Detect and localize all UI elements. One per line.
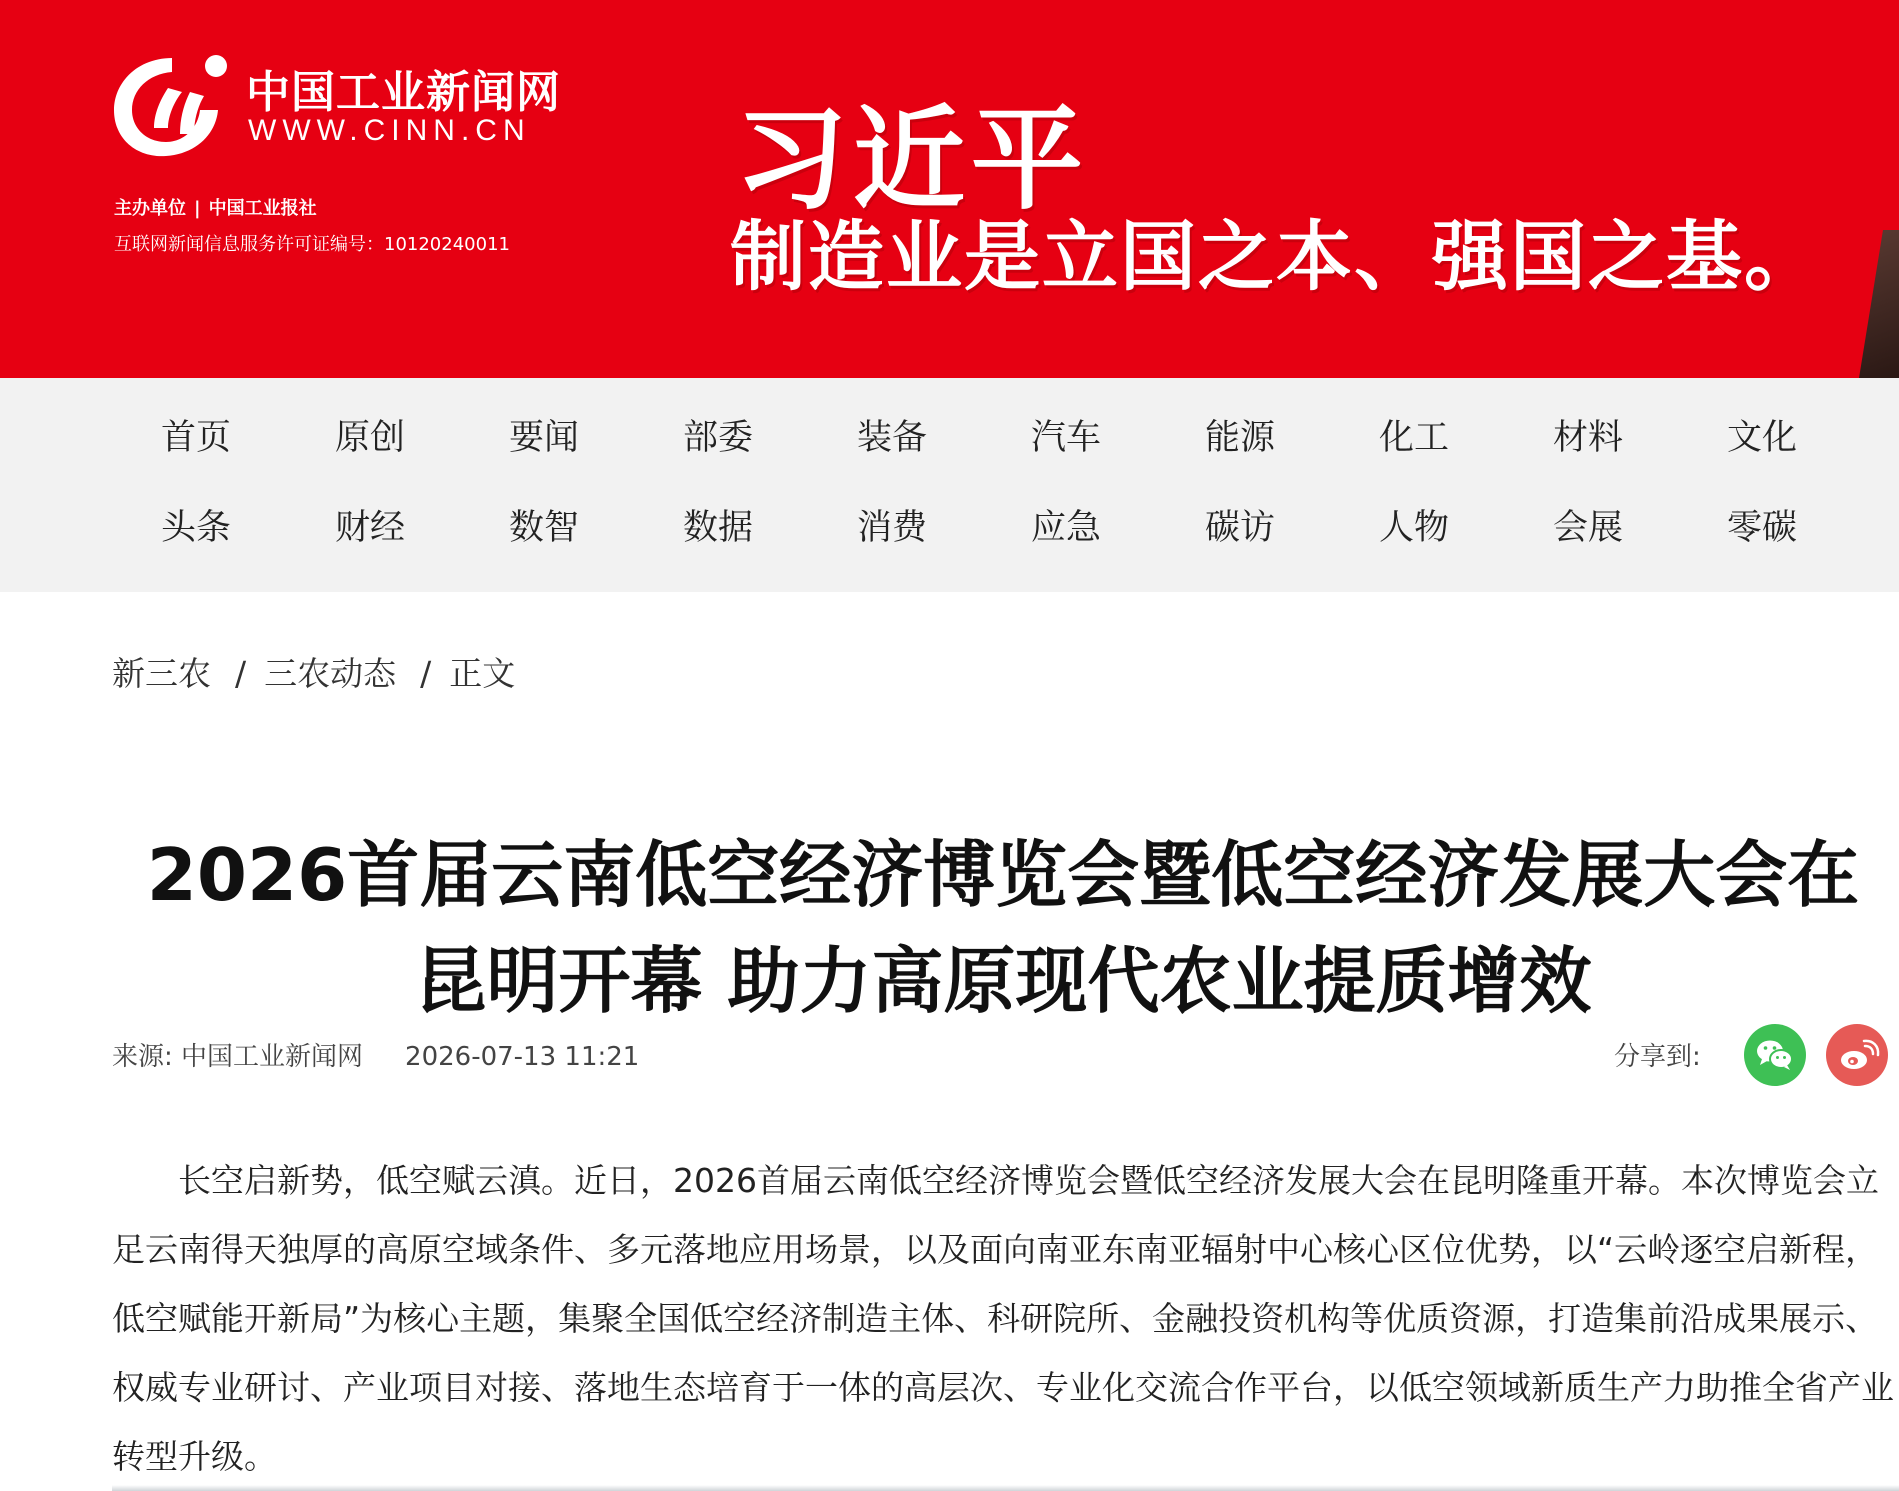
cinn-logo-icon[interactable]	[110, 48, 230, 163]
nav-row-primary	[0, 408, 1899, 468]
nav-row-secondary	[0, 498, 1899, 558]
nav-item-people[interactable]: 人物	[1378, 508, 1449, 548]
breadcrumb	[112, 648, 515, 695]
article-title: 2026首届云南低空经济博览会暨低空经济发展大会在昆明开幕 助力高原现代农业提质增效	[146, 833, 1860, 1024]
nav-item-energy[interactable]: 能源	[1204, 418, 1275, 458]
nav-item-zero-carbon[interactable]: 零碳	[1726, 508, 1797, 548]
breadcrumb-agriculture-news[interactable]: 三农动态	[264, 654, 397, 693]
nav-item-original[interactable]: 原创	[334, 418, 405, 458]
share-label: 分享到:	[1614, 1042, 1701, 1072]
host-label: 主办单位	[114, 198, 186, 219]
host-name: 中国工业报社	[208, 198, 317, 219]
host-info	[114, 194, 317, 220]
nav-item-auto[interactable]: 汽车	[1030, 418, 1101, 458]
nav-item-top-news[interactable]: 头条	[160, 508, 231, 548]
nav-item-home[interactable]: 首页	[160, 418, 231, 458]
nav-item-finance[interactable]: 财经	[334, 508, 405, 548]
article-body	[112, 1146, 1894, 1491]
nav-item-consumer[interactable]: 消费	[856, 508, 927, 548]
nav-item-data[interactable]: 数据	[682, 508, 753, 548]
nav-item-digital[interactable]: 数智	[508, 508, 579, 548]
article-datetime: 2026-07-13 11:21	[405, 1042, 640, 1072]
nav-item-emergency[interactable]: 应急	[1030, 508, 1101, 548]
nav-item-chemical[interactable]: 化工	[1378, 418, 1449, 458]
article-meta	[112, 1036, 639, 1073]
site-url[interactable]: WWW.CINN.CN	[248, 114, 531, 147]
nav-item-headlines[interactable]: 要闻	[508, 418, 579, 458]
nav-item-exhibitions[interactable]: 会展	[1552, 508, 1623, 548]
host-separator: |	[194, 198, 201, 219]
nav-item-equipment[interactable]: 装备	[856, 418, 927, 458]
nav-item-materials[interactable]: 材料	[1552, 418, 1623, 458]
banner-portrait-edge	[1859, 230, 1899, 378]
article-source: 来源: 中国工业新闻网	[112, 1042, 364, 1072]
slogan-name: 习近平	[735, 95, 1089, 225]
site-header-banner	[0, 0, 1899, 378]
breadcrumb-separator: /	[235, 654, 247, 693]
license-number: 互联网新闻信息服务许可证编号：10120240011	[114, 234, 510, 255]
main-navigation	[0, 378, 1899, 592]
nav-item-culture[interactable]: 文化	[1726, 418, 1797, 458]
wechat-icon[interactable]	[1744, 1024, 1806, 1086]
weibo-icon[interactable]	[1826, 1024, 1888, 1086]
slogan-quote: 制造业是立国之本、强国之基。	[730, 212, 1822, 301]
breadcrumb-new-agriculture[interactable]: 新三农	[112, 654, 211, 693]
nav-item-ministries[interactable]: 部委	[682, 418, 753, 458]
nav-item-carbon-talk[interactable]: 碳访	[1204, 508, 1275, 548]
breadcrumb-separator: /	[420, 654, 432, 693]
article-paragraph: 长空启新势，低空赋云滇。近日，2026首届云南低空经济博览会暨低空经济发展大会在昆明隆重开幕。本次博览会立足云南得天独厚的高原空域条件、多元落地应用场景，以及面向南亚东南亚辐射中心核心区位优势，以“云岭逐空启新程，低空赋能开新局”为核心主题，集聚全国低空经济制造主体、科研院所、金融投资机构等优质资源，打造集前沿成果展示、权威专业研讨、产业项目对接、落地生态培育于一体的高层次、专业化交流合作平台，以低空领域新质生产力助推全省产业转型升级。	[112, 1161, 1894, 1476]
content-divider	[112, 1485, 1899, 1491]
breadcrumb-current: 正文	[449, 654, 516, 693]
site-name-cn[interactable]: 中国工业新闻网	[246, 67, 561, 118]
